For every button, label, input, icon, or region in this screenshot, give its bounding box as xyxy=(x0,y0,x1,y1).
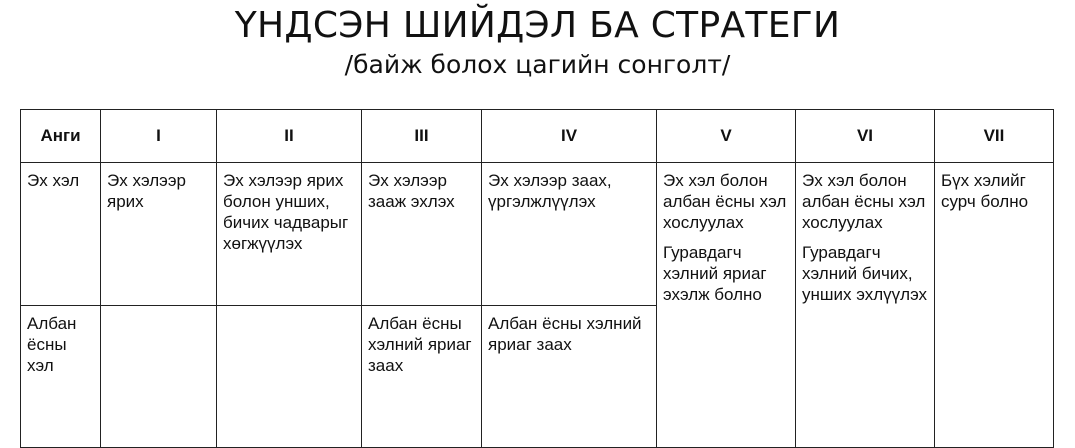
page-subtitle: /байж болох цагийн сонголт/ xyxy=(344,50,731,79)
cell-official-grade-4: Албан ёсны хэлний яриаг заах xyxy=(482,306,657,448)
header-grade-5: V xyxy=(657,110,796,163)
row-label-mother-tongue: Эх хэл xyxy=(21,163,101,306)
cell-official-grade-2 xyxy=(217,306,362,448)
header-grade-1: I xyxy=(101,110,217,163)
header-row xyxy=(21,110,1054,163)
cell-grade-7: Бүх хэлийг сурч болно xyxy=(935,163,1054,448)
cell-grade-6-third-language: Гуравдагч хэлний бичих, унших эхлүүлэх xyxy=(802,243,928,304)
cell-grade-5 xyxy=(657,163,796,448)
cell-grade-5-bilingual: Эх хэл болон албан ёсны хэл хослуулах xyxy=(663,171,787,232)
header-grade-2: II xyxy=(217,110,362,163)
cell-mother-tongue-grade-4: Эх хэлээр заах, үргэлжлүүлэх xyxy=(482,163,657,306)
cell-grade-5-third-language: Гуравдагч хэлний яриаг эхэлж болно xyxy=(663,243,767,304)
row-label-official-language: Албан ёсны хэл xyxy=(21,306,101,448)
cell-mother-tongue-grade-1: Эх хэлээр ярих xyxy=(101,163,217,306)
cell-grade-6-bilingual: Эх хэл болон албан ёсны хэл хослуулах xyxy=(802,171,926,232)
table-row-mother-tongue xyxy=(21,163,1054,306)
header-grade-3: III xyxy=(362,110,482,163)
cell-mother-tongue-grade-2: Эх хэлээр ярих болон унших, бичих чадварыг хөгжүүлэх xyxy=(217,163,362,306)
cell-official-grade-1 xyxy=(101,306,217,448)
header-grade-4: IV xyxy=(482,110,657,163)
header-grade-7: VII xyxy=(935,110,1054,163)
cell-mother-tongue-grade-3: Эх хэлээр зааж эхлэх xyxy=(362,163,482,306)
language-strategy-table xyxy=(20,109,1054,448)
page-title: ҮНДСЭН ШИЙДЭЛ БА СТРАТЕГИ xyxy=(234,5,841,46)
header-grade: Анги xyxy=(21,110,101,163)
cell-grade-6 xyxy=(796,163,935,448)
header-grade-6: VI xyxy=(796,110,935,163)
cell-official-grade-3: Албан ёсны хэлний яриаг заах xyxy=(362,306,482,448)
